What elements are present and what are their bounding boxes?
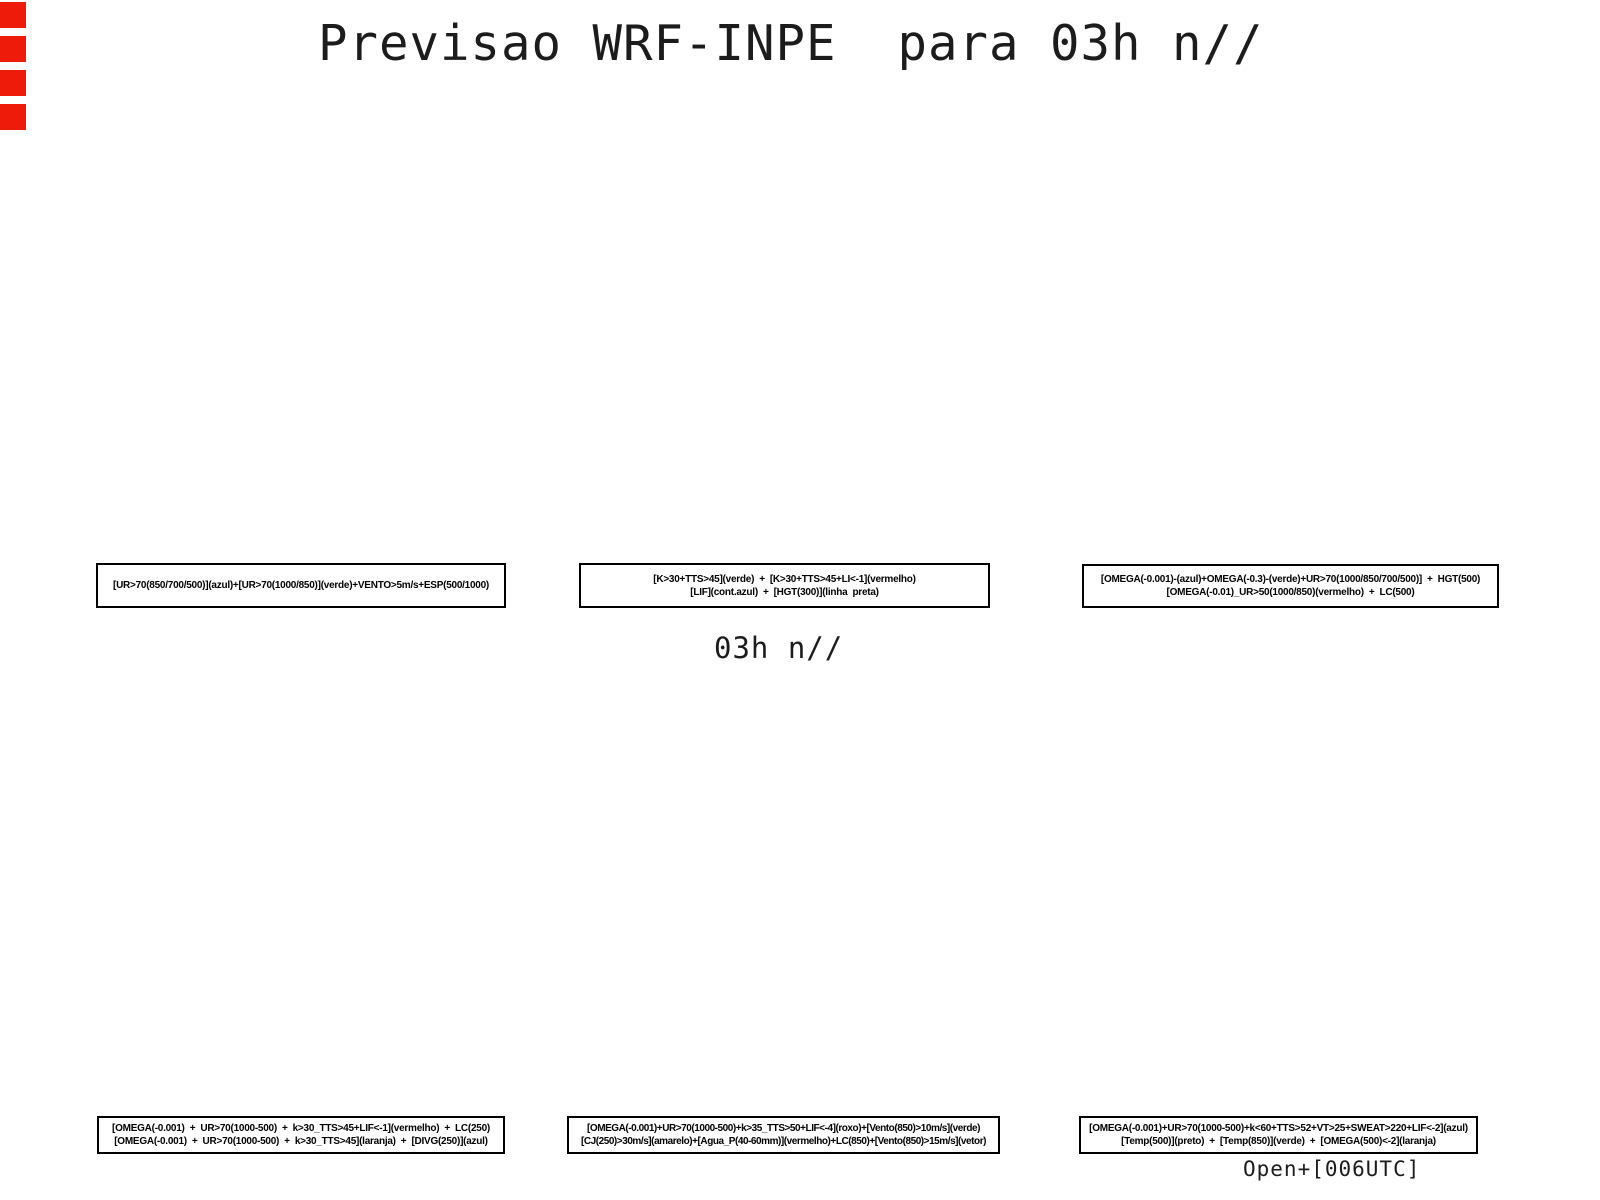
page-title: Previsao WRF-INPE para 03h n// <box>318 15 1264 72</box>
legend-text: [OMEGA(-0.001)-(azul)+OMEGA(-0.3)-(verde)+UR>70(1000/850/700/500)] + HGT(500) <box>1100 574 1481 585</box>
legend-text: [OMEGA(-0.001) + UR>70(1000-500) + k>30_TTS>45+LIF<-1](vermelho) + LC(250) <box>112 1123 490 1134</box>
legend-text: [UR>70(850/700/500)](azul)+[UR>70(1000/850)](verde)+VENTO>5m/s+ESP(500/1000) <box>112 580 490 591</box>
red-placeholder-marker <box>0 70 26 96</box>
legend-text: [OMEGA(-0.001) + UR>70(1000-500) + k>30_TTS>45](laranja) + [DIVG(250)](azul) <box>114 1136 488 1147</box>
legend-box-bottom-left <box>97 1116 505 1154</box>
legend-text: [OMEGA(-0.001)+UR>70(1000-500)+k<60+TTS>52+VT>25+SWEAT>220+LIF<-2](azul) <box>1089 1123 1468 1134</box>
legend-box-bottom-center <box>567 1116 1000 1154</box>
forecast-hour-label: 03h n// <box>714 631 844 665</box>
legend-text: [Temp(500)](preto) + [Temp(850)](verde) + [OMEGA(500)<-2](laranja) <box>1121 1136 1436 1147</box>
legend-box-bottom-right <box>1079 1116 1478 1154</box>
legend-text: [LIF](cont.azul) + [HGT(300)](linha preta) <box>690 586 879 598</box>
legend-box-top-right <box>1082 564 1499 608</box>
legend-box-top-center <box>579 563 990 608</box>
legend-text: [OMEGA(-0.01)_UR>50(1000/850)(vermelho) + LC(500) <box>1166 587 1415 598</box>
legend-text: [CJ(250)>30m/s](amarelo)+[Agua_P(40-60mm)](vermelho)+LC(850)+[Vento(850)>15m/s](vetor) <box>580 1136 987 1147</box>
red-placeholder-marker <box>0 36 26 62</box>
legend-text: [K>30+TTS>45](verde) + [K>30+TTS>45+LI<-1](vermelho) <box>653 573 916 585</box>
legend-text: [OMEGA(-0.001)+UR>70(1000-500)+k>35_TTS>50+LIF<-4](roxo)+[Vento(850)>10m/s](verde) <box>586 1123 980 1134</box>
footer-note: Open+[006UTC] <box>1243 1157 1421 1181</box>
red-placeholder-marker <box>0 104 26 130</box>
legend-box-top-left <box>96 563 506 608</box>
red-placeholder-marker <box>0 2 26 28</box>
